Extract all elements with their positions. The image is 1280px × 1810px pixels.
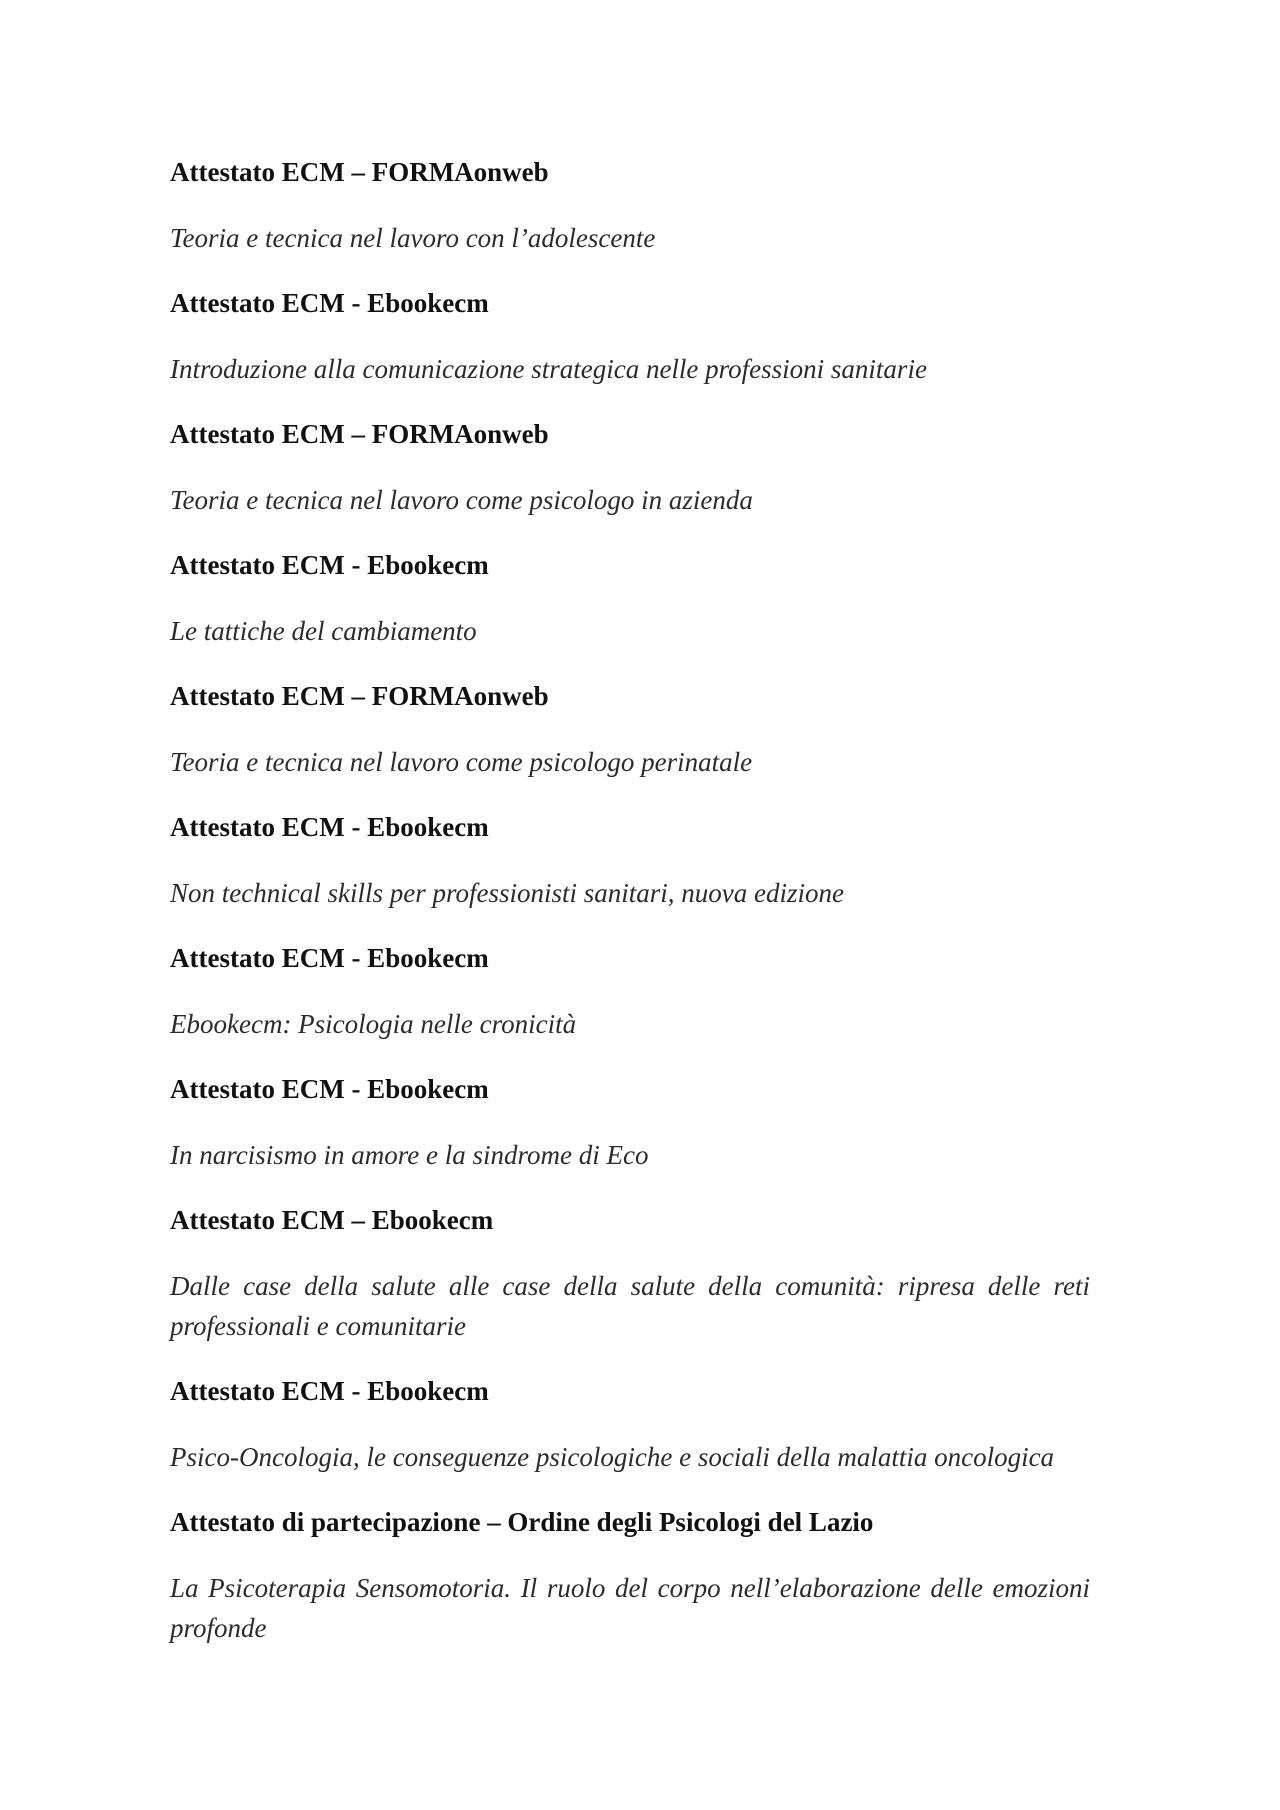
document-page [170, 152, 1090, 1673]
certificate-heading: Attestato ECM – FORMAonweb [170, 681, 549, 711]
course-title: In narcisismo in amore e la sindrome di Eco [170, 1139, 649, 1170]
certificate-heading: Attestato ECM - Ebookecm [170, 1074, 489, 1104]
certificate-entry [170, 414, 1090, 520]
course-title: Ebookecm: Psicologia nelle cronicità [170, 1008, 577, 1039]
certificate-heading: Attestato di partecipazione – Ordine degli Psicologi del Lazio [170, 1507, 874, 1537]
certificate-heading: Attestato ECM – FORMAonweb [170, 157, 549, 187]
certificate-entry [170, 283, 1090, 389]
certificate-heading: Attestato ECM – FORMAonweb [170, 419, 549, 449]
certificate-heading: Attestato ECM - Ebookecm [170, 288, 489, 318]
certificate-entry [170, 676, 1090, 782]
certificate-entry [170, 807, 1090, 913]
certificate-entry [170, 1069, 1090, 1175]
certificate-heading: Attestato ECM - Ebookecm [170, 550, 489, 580]
course-title: Introduzione alla comunicazione strategica nelle professioni sanitarie [170, 353, 927, 384]
course-title: Le tattiche del cambiamento [170, 615, 477, 646]
certificate-heading: Attestato ECM – Ebookecm [170, 1205, 494, 1235]
course-title: Non technical skills per professionisti sanitari, nuova edizione [170, 877, 844, 908]
course-title: Teoria e tecnica nel lavoro con l’adolescente [170, 222, 656, 253]
certificate-heading: Attestato ECM - Ebookecm [170, 812, 489, 842]
course-title: La Psicoterapia Sensomotoria. Il ruolo del corpo nell’elaborazione delle emozioni profonde [170, 1572, 1090, 1643]
certificate-entry [170, 1371, 1090, 1477]
certificate-entry [170, 938, 1090, 1044]
course-title: Teoria e tecnica nel lavoro come psicologo perinatale [170, 746, 753, 777]
certificate-heading: Attestato ECM - Ebookecm [170, 1376, 489, 1406]
certificate-entry [170, 545, 1090, 651]
certificate-entry [170, 1200, 1090, 1346]
course-title: Psico-Oncologia, le conseguenze psicologiche e sociali della malattia oncologica [170, 1441, 1055, 1472]
course-title: Teoria e tecnica nel lavoro come psicologo in azienda [170, 484, 753, 515]
certificate-heading: Attestato ECM - Ebookecm [170, 943, 489, 973]
course-title: Dalle case della salute alle case della salute della comunità: ripresa delle reti professionali e comunitarie [170, 1270, 1090, 1341]
certificate-entry [170, 1502, 1090, 1648]
certificate-entry [170, 152, 1090, 258]
